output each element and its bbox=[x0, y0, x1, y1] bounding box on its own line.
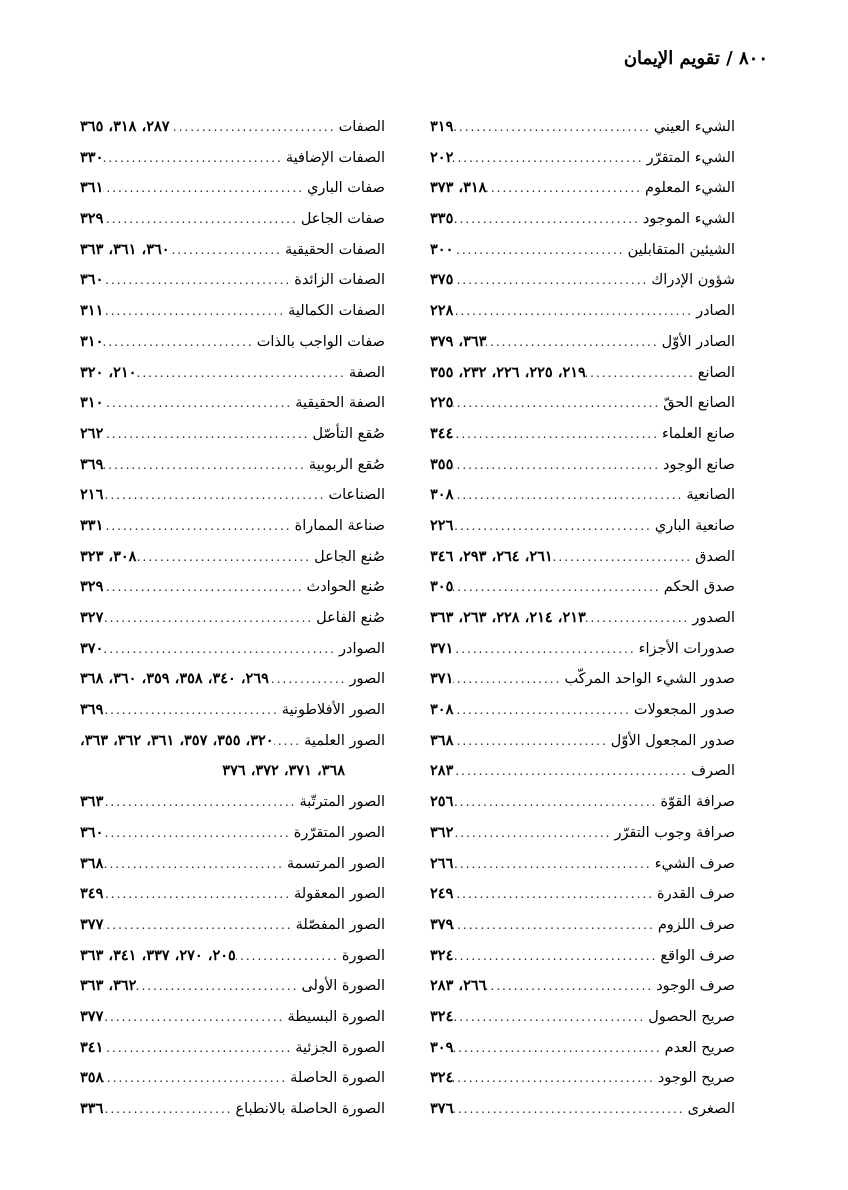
page-numbers: ٣٤٤ bbox=[430, 424, 454, 442]
index-term: الصفة bbox=[348, 364, 385, 381]
index-term: الصفات الإضافية bbox=[285, 149, 385, 166]
index-term: صُنع الفاعل bbox=[316, 610, 385, 626]
dot-leader bbox=[103, 388, 295, 419]
page-numbers: ٢١٣، ٢١٤، ٢٢٨، ٢٦٣، ٣٦٣ bbox=[430, 609, 586, 626]
dot-leader bbox=[453, 235, 627, 266]
dot-leader bbox=[103, 1002, 287, 1033]
dot-leader bbox=[103, 849, 287, 880]
index-term: الصانع bbox=[697, 364, 735, 381]
index-entry bbox=[80, 1063, 385, 1094]
index-term: صفات الجاعل bbox=[300, 211, 385, 228]
page-numbers: ٣٦٨ bbox=[430, 731, 454, 749]
index-column-right bbox=[430, 112, 735, 1125]
index-entry bbox=[80, 542, 385, 573]
index-entry bbox=[430, 112, 735, 143]
index-term: الصورة الحاصلة bbox=[290, 1070, 385, 1087]
page-numbers: ٣٧٥ bbox=[430, 271, 454, 289]
index-term: الصور الأفلاطونية bbox=[281, 702, 385, 719]
page-numbers: ٢٨٧، ٣١٨، ٣٦٥ bbox=[80, 118, 170, 135]
index-entry bbox=[80, 1033, 385, 1064]
dot-leader bbox=[586, 603, 693, 634]
page-numbers: ٣٣٦ bbox=[80, 1100, 104, 1117]
page-numbers: ٣١٨، ٣٧٣ bbox=[430, 179, 487, 197]
index-entry bbox=[80, 787, 385, 818]
dot-leader bbox=[486, 173, 645, 204]
dot-leader bbox=[453, 634, 638, 665]
dot-leader bbox=[453, 511, 655, 542]
index-entry bbox=[430, 1002, 735, 1033]
dot-leader bbox=[103, 818, 293, 849]
index-entry bbox=[80, 388, 385, 419]
page-numbers: ٣٢٤ bbox=[430, 1007, 454, 1025]
index-term: صُنع الجاعل bbox=[314, 548, 385, 565]
index-entry bbox=[430, 756, 735, 787]
dot-leader bbox=[170, 235, 285, 266]
index-entry bbox=[80, 818, 385, 849]
dot-leader bbox=[453, 204, 642, 235]
index-term: الصفة الحقيقية bbox=[295, 395, 385, 412]
page-numbers: ٣٦٩ bbox=[80, 701, 104, 719]
index-term: الصانعية bbox=[686, 487, 735, 504]
dot-leader bbox=[453, 1063, 657, 1094]
dot-leader bbox=[103, 143, 285, 174]
dot-leader bbox=[103, 1063, 290, 1094]
index-term: صفات الواجب بالذات bbox=[256, 333, 385, 350]
page-numbers: ٢١٠، ٣٢٠ bbox=[80, 363, 137, 381]
index-entry bbox=[430, 787, 735, 818]
index-entry bbox=[430, 358, 735, 389]
page-numbers: ٣٦٣، ٣٧٩ bbox=[430, 332, 487, 350]
index-term: صُنع الحوادث bbox=[306, 579, 385, 596]
index-entry bbox=[80, 511, 385, 542]
index-entry bbox=[430, 941, 735, 972]
page-numbers: ٣٣١ bbox=[80, 516, 104, 534]
index-term: صريح العدم bbox=[664, 1039, 735, 1056]
index-entry bbox=[80, 450, 385, 481]
index-term: الصور المعقولة bbox=[294, 886, 385, 903]
page-numbers: ٣٢٩ bbox=[80, 210, 104, 228]
dot-leader bbox=[453, 787, 660, 818]
index-term: صرف اللزوم bbox=[657, 916, 735, 933]
dot-leader bbox=[453, 1002, 648, 1033]
index-entry bbox=[430, 971, 735, 1002]
dot-leader bbox=[453, 572, 663, 603]
index-entry bbox=[430, 849, 735, 880]
index-entry bbox=[430, 542, 735, 573]
index-entry bbox=[80, 634, 385, 665]
page-numbers: ٢١٦ bbox=[80, 486, 104, 504]
page-numbers: ٣١١ bbox=[80, 302, 104, 320]
index-entry bbox=[80, 1002, 385, 1033]
page-numbers: ٣١٩ bbox=[430, 118, 454, 135]
index-entry bbox=[80, 296, 385, 327]
page-numbers: ٣٤١ bbox=[80, 1038, 104, 1056]
index-term: الصغرى bbox=[687, 1101, 735, 1117]
dot-leader bbox=[103, 450, 308, 481]
index-entry bbox=[430, 603, 735, 634]
dot-leader bbox=[103, 787, 299, 818]
index-term: الصورة bbox=[341, 947, 385, 964]
index-term: الصناعات bbox=[328, 487, 385, 504]
index-term: الصفات bbox=[338, 119, 385, 135]
page-numbers: ٣٧٦ bbox=[430, 1100, 454, 1117]
page-numbers: ٢٢٦ bbox=[430, 516, 454, 534]
page-numbers: ٣٢٧ bbox=[80, 609, 104, 626]
index-entry bbox=[80, 910, 385, 941]
index-term: الشيء المتقرّر bbox=[646, 149, 735, 166]
index-term: صدورات الأجزاء bbox=[638, 640, 735, 657]
index-term: الصدور bbox=[692, 610, 735, 626]
index-column-left bbox=[80, 112, 385, 1125]
index-term: صريح الحصول bbox=[648, 1008, 735, 1025]
index-entry bbox=[430, 572, 735, 603]
index-term: صانع الوجود bbox=[663, 456, 735, 473]
dot-leader bbox=[103, 879, 294, 910]
index-entry bbox=[80, 327, 385, 358]
page-numbers: ٢٠٥، ٢٧٠، ٣٣٧، ٣٤١، ٣٦٣ bbox=[80, 946, 236, 964]
page-numbers: ٣٦٠، ٣٦١، ٣٦٣ bbox=[80, 240, 170, 258]
dot-leader bbox=[453, 265, 651, 296]
index-term: الصانع الحقّ bbox=[663, 395, 735, 412]
index-entry bbox=[430, 450, 735, 481]
index-term: الصفات الحقيقية bbox=[284, 241, 385, 258]
index-term: الصادر bbox=[696, 303, 735, 320]
index-entry bbox=[430, 143, 735, 174]
index-entry bbox=[80, 358, 385, 389]
index-term: صانعية الباري bbox=[654, 517, 735, 534]
dot-leader bbox=[103, 695, 281, 726]
book-title: تقويم الإيمان bbox=[623, 48, 720, 69]
dot-leader bbox=[453, 695, 633, 726]
index-entry bbox=[80, 480, 385, 511]
index-entry bbox=[430, 664, 735, 695]
dot-leader bbox=[486, 327, 661, 358]
page-numbers: ٣٦٨ bbox=[80, 854, 104, 872]
index-term: الصور العلمية bbox=[304, 732, 385, 749]
index-term: صرافة وجوب التقرّر bbox=[614, 824, 735, 841]
page-numbers: ٣٧٧ bbox=[80, 1007, 104, 1025]
dot-leader bbox=[453, 726, 610, 757]
page-numbers: ٢٢٨ bbox=[430, 302, 454, 320]
dot-leader bbox=[269, 664, 350, 695]
index-entry bbox=[430, 296, 735, 327]
dot-leader bbox=[136, 542, 314, 573]
index-entry bbox=[430, 879, 735, 910]
index-term: الصورة الحاصلة بالانطباع bbox=[235, 1101, 385, 1117]
index-term: الشيء المعلوم bbox=[645, 180, 735, 197]
index-entry bbox=[80, 849, 385, 880]
page-numbers-continued: ٣٦٨، ٣٧١، ٣٧٢، ٣٧٦ bbox=[222, 762, 345, 780]
index-term: صُقع التأصّل bbox=[312, 425, 385, 442]
index-term: الصوادر bbox=[339, 640, 385, 657]
index-term: الصور المرتسمة bbox=[286, 855, 385, 872]
index-entry bbox=[430, 419, 735, 450]
index-entry bbox=[430, 388, 735, 419]
page-numbers: ٣٦٠ bbox=[80, 823, 104, 841]
dot-leader bbox=[453, 388, 663, 419]
index-entry bbox=[430, 173, 735, 204]
dot-leader bbox=[103, 265, 294, 296]
page-numbers: ٢٦٦ bbox=[430, 854, 454, 872]
dot-leader bbox=[103, 204, 300, 235]
page-numbers: ٣٠٠ bbox=[430, 240, 454, 258]
dot-leader bbox=[103, 572, 306, 603]
dot-leader bbox=[453, 112, 653, 143]
dot-leader bbox=[453, 1033, 664, 1064]
index-entry bbox=[80, 173, 385, 204]
index-term: صفات الباري bbox=[307, 180, 385, 197]
index-entry bbox=[430, 204, 735, 235]
page-numbers: ٣٧١ bbox=[430, 639, 454, 657]
index-term: الصورة البسيطة bbox=[287, 1008, 385, 1025]
dot-leader bbox=[103, 511, 294, 542]
dot-leader bbox=[553, 542, 695, 573]
index-term: صُقع الربوبية bbox=[308, 456, 385, 473]
dot-leader bbox=[453, 419, 662, 450]
index-entry bbox=[80, 143, 385, 174]
index-entry bbox=[80, 971, 385, 1002]
index-entry bbox=[80, 235, 385, 266]
index-term: شؤون الإدراك bbox=[651, 272, 735, 289]
page-numbers: ٢٦١، ٢٦٤، ٢٩٣، ٣٤٦ bbox=[430, 547, 553, 565]
index-entry bbox=[430, 327, 735, 358]
dot-leader bbox=[136, 358, 348, 389]
index-term: صناعة المماراة bbox=[294, 517, 385, 534]
page-numbers: ٣٣٥ bbox=[430, 210, 454, 228]
dot-leader bbox=[453, 664, 564, 695]
index-term: الصرف bbox=[690, 763, 735, 780]
index-term: الصفات الكمالية bbox=[288, 303, 385, 320]
page-numbers: ٣٣٠ bbox=[80, 148, 104, 166]
index-term: صرافة القوّة bbox=[660, 794, 735, 811]
page-numbers: ٣١٠ bbox=[80, 332, 104, 350]
dot-leader bbox=[103, 634, 339, 665]
page-numbers: ٣١٠ bbox=[80, 394, 104, 412]
dot-leader bbox=[236, 941, 342, 972]
index-entry bbox=[430, 634, 735, 665]
index-entry bbox=[80, 941, 385, 972]
dot-leader bbox=[453, 910, 657, 941]
index-term: صرف القدرة bbox=[657, 886, 735, 903]
index-term: الصفات الزائدة bbox=[294, 272, 385, 289]
dot-leader bbox=[274, 726, 304, 757]
dot-leader bbox=[103, 1094, 235, 1125]
dot-leader bbox=[453, 756, 691, 787]
dot-leader bbox=[103, 419, 312, 450]
page-numbers: ٣٢٩ bbox=[80, 578, 104, 596]
page-numbers: ٢٦٩، ٣٤٠، ٣٥٨، ٣٥٩، ٣٦٠، ٣٦٨ bbox=[80, 670, 269, 688]
index-entry bbox=[80, 1094, 385, 1125]
index-term: الصور المتقرّرة bbox=[293, 824, 385, 841]
page-numbers: ٢٠٢ bbox=[430, 148, 454, 166]
index-term: صدق الحكم bbox=[663, 579, 735, 596]
page-numbers: ٣٢٠، ٣٥٥، ٣٥٧، ٣٦١، ٣٦٢، ٣٦٣، bbox=[80, 731, 274, 749]
dot-leader bbox=[453, 143, 646, 174]
index-entry bbox=[80, 572, 385, 603]
page-header bbox=[624, 48, 768, 69]
dot-leader bbox=[103, 1033, 295, 1064]
page-numbers: ٢٦٦، ٢٨٣ bbox=[430, 977, 487, 995]
index-entry bbox=[430, 480, 735, 511]
index-entry bbox=[80, 695, 385, 726]
index-term: صدور الشيء الواحد المركّب bbox=[564, 671, 735, 688]
dot-leader bbox=[170, 112, 339, 143]
page-numbers: ٢٤٩ bbox=[430, 885, 454, 903]
page-numbers: ٢٨٣ bbox=[430, 762, 454, 780]
dot-leader bbox=[103, 480, 328, 511]
dot-leader bbox=[103, 327, 256, 358]
dot-leader bbox=[136, 971, 301, 1002]
index-entry bbox=[80, 204, 385, 235]
header-separator: / bbox=[719, 48, 739, 69]
dot-leader bbox=[586, 358, 698, 389]
page-numbers: ٣٧١ bbox=[430, 670, 454, 688]
index-term: صرف الوجود bbox=[656, 978, 735, 995]
index-term: الصور المترتّبة bbox=[299, 794, 385, 811]
index-entry bbox=[430, 265, 735, 296]
page-numbers: ٣٦٢، ٣٦٣ bbox=[80, 977, 137, 995]
page-numbers: ٣٠٨ bbox=[430, 486, 454, 504]
dot-leader bbox=[453, 480, 686, 511]
page-numbers: ٣٠٨ bbox=[430, 701, 454, 719]
index-term: صدور المجعول الأوّل bbox=[610, 732, 735, 749]
page-number: ٨٠٠ bbox=[738, 48, 768, 69]
index-term: صرف الواقع bbox=[660, 947, 735, 964]
index-entry bbox=[430, 726, 735, 757]
page-numbers: ٣٦٣ bbox=[80, 793, 104, 811]
dot-leader bbox=[453, 296, 696, 327]
index-entry bbox=[430, 1033, 735, 1064]
page-numbers: ٣٥٥ bbox=[430, 455, 454, 473]
index-term: الصورة الجزئية bbox=[295, 1039, 385, 1056]
index-term: الصادر الأوّل bbox=[661, 333, 735, 350]
dot-leader bbox=[453, 818, 614, 849]
index-entry bbox=[80, 879, 385, 910]
dot-leader bbox=[453, 1094, 687, 1125]
index-entry bbox=[80, 112, 385, 143]
index-entry bbox=[80, 664, 385, 695]
page-numbers: ٣٠٥ bbox=[430, 578, 454, 596]
page-numbers: ٣٤٩ bbox=[80, 885, 104, 903]
index-entry bbox=[80, 265, 385, 296]
dot-leader bbox=[453, 879, 657, 910]
index-term: الصدق bbox=[695, 548, 735, 565]
index-term: صدور المجعولات bbox=[633, 702, 735, 719]
index-entry bbox=[80, 419, 385, 450]
index-term: صرف الشيء bbox=[654, 855, 735, 872]
page-numbers: ٣٧٩ bbox=[430, 915, 454, 933]
page-numbers: ٢٢٥ bbox=[430, 394, 454, 412]
index-term: الصور المفصّلة bbox=[295, 916, 385, 933]
index-entry bbox=[430, 695, 735, 726]
dot-leader bbox=[486, 971, 656, 1002]
index-term: الصور bbox=[349, 671, 385, 688]
index-entry bbox=[430, 235, 735, 266]
index-entry bbox=[430, 1063, 735, 1094]
index-entry bbox=[80, 726, 385, 757]
dot-leader bbox=[103, 296, 288, 327]
page-numbers: ٢٦٢ bbox=[80, 424, 104, 442]
page-numbers: ٣٦٠ bbox=[80, 271, 104, 289]
dot-leader bbox=[453, 450, 663, 481]
index-term: الشيئين المتقابلين bbox=[627, 241, 735, 258]
page-numbers: ٣٠٩ bbox=[430, 1038, 454, 1056]
index-entry bbox=[80, 603, 385, 634]
dot-leader bbox=[453, 849, 654, 880]
page-numbers: ٢١٩، ٢٢٥، ٢٢٦، ٢٣٢، ٣٥٥ bbox=[430, 363, 586, 381]
index-entry bbox=[430, 818, 735, 849]
dot-leader bbox=[103, 173, 307, 204]
index-term: الشيء الموجود bbox=[642, 211, 735, 228]
page-numbers: ٢٥٦ bbox=[430, 793, 454, 811]
index-term: الصورة الأولى bbox=[301, 978, 385, 995]
page-numbers: ٣٢٤ bbox=[430, 1069, 454, 1087]
index-term: صانع العلماء bbox=[662, 425, 735, 442]
page-numbers: ٣٥٨ bbox=[80, 1069, 104, 1087]
index-entry bbox=[430, 910, 735, 941]
dot-leader bbox=[453, 941, 660, 972]
page-numbers: ٣٢٤ bbox=[430, 946, 454, 964]
page-numbers: ٣٦٢ bbox=[430, 823, 454, 841]
index-entry bbox=[430, 1094, 735, 1125]
index-term: صريح الوجود bbox=[657, 1070, 735, 1087]
page-numbers: ٣٧٧ bbox=[80, 915, 104, 933]
page-numbers: ٣٧٠ bbox=[80, 639, 104, 657]
page-numbers: ٣٦٩ bbox=[80, 455, 104, 473]
page-numbers: ٣٦١ bbox=[80, 179, 104, 197]
index-entry bbox=[430, 511, 735, 542]
dot-leader bbox=[103, 910, 295, 941]
dot-leader bbox=[103, 603, 316, 634]
page-numbers: ٣٠٨، ٣٢٣ bbox=[80, 547, 137, 565]
index-term: الشيء العيني bbox=[653, 119, 735, 135]
